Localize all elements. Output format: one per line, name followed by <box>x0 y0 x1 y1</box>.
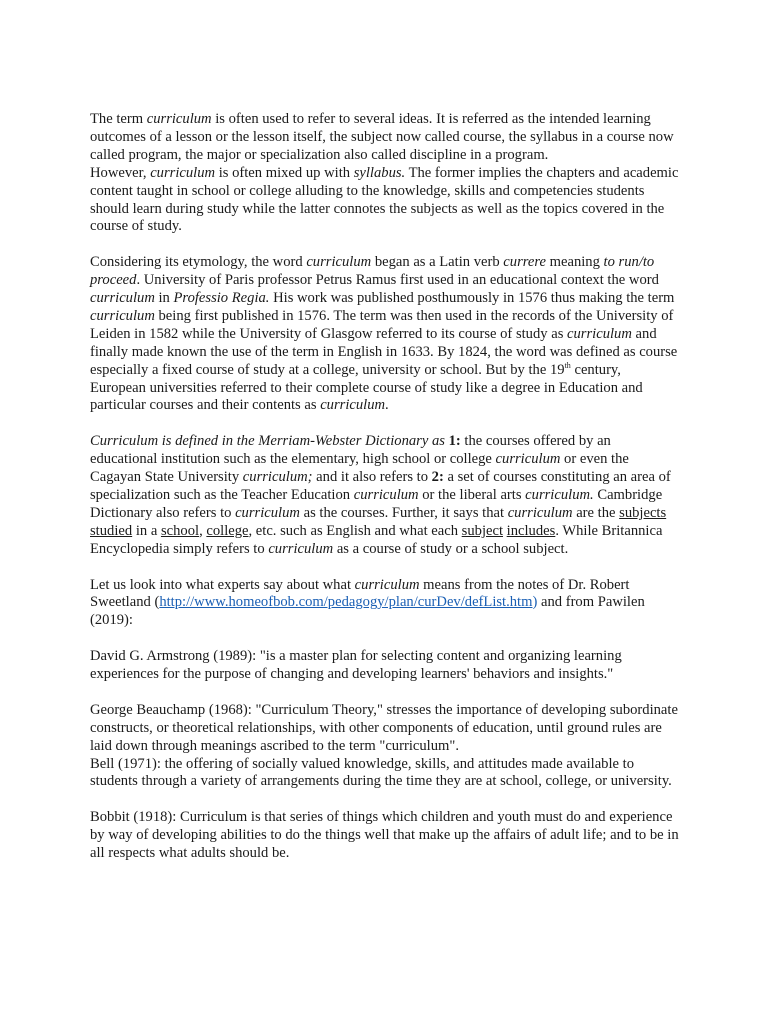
text-run: Let us look into what experts say about what <box>90 576 355 593</box>
text-run: Considering its etymology, the word <box>90 254 307 271</box>
paragraph-syllabus-distinction <box>90 165 680 237</box>
text-run: His work was published posthumously in 1576 thus making the term <box>269 290 675 307</box>
italic-term: curriculum <box>353 487 419 503</box>
italic-term: curriculum; <box>242 469 313 486</box>
document-page <box>90 111 680 863</box>
text-run: The term <box>90 111 147 127</box>
text-run: . University of Paris professor Petrus Ramus first used in an educational context the word <box>136 272 659 289</box>
italic-term: curriculum <box>235 504 300 521</box>
text-run: is often mixed up with <box>215 164 354 181</box>
text-run: as a course of study or a school subject. <box>333 540 569 557</box>
text-run: a set of courses constituting an area of specialization such as the Teacher Education <box>90 469 671 503</box>
bold-number: 2: <box>431 469 444 486</box>
text-run: the courses offered by an educational institution such as the elementary, high school or college <box>90 433 611 468</box>
italic-term: syllabus. <box>353 164 406 181</box>
text-run: began as a Latin verb <box>371 254 504 271</box>
text-run: being first published in 1576. The term was then used in the records of the University of Leiden in 1582 while the University of Glasgow referred to its course of study as <box>90 307 674 342</box>
italic-term: curriculum <box>306 254 372 271</box>
text-run: The former implies the chapters and academic content taught in school or college alluding to the knowledge, skills and competencies students should learn during study while the latter connotes the subjects as well as the topics covered in the course of study. <box>90 164 679 235</box>
italic-term: curriculum <box>90 290 155 307</box>
italic-term: curriculum <box>354 576 420 593</box>
underlined-word: subject <box>461 522 504 539</box>
text-run: and it also refers to <box>312 469 432 486</box>
underlined-word: includes <box>506 522 556 539</box>
underlined-word: studied <box>90 522 133 539</box>
paragraph-spacer <box>90 684 680 702</box>
text-run: ) <box>532 594 538 611</box>
italic-term: to run/to proceed <box>90 254 655 289</box>
text-run: and finally made known the use of the term in English in 1633. By 1824, the word was defined as course especially a fixed course of study at a college, university or school. But by the 19 <box>90 325 678 378</box>
paragraph-experts-intro <box>90 577 680 631</box>
paragraph-dictionary-definitions <box>90 433 680 558</box>
paragraph-spacer <box>90 791 680 809</box>
paragraph-bobbit: Bobbit (1918): Curriculum is that series of things which children and youth must do and experience by way of developing abilities to do the things well that make up the affairs of adult life; and to be in all respects what adults should be. <box>90 809 679 862</box>
italic-lead: Curriculum is defined in the Merriam-Webster Dictionary as <box>90 433 449 450</box>
underlined-word: college <box>206 522 249 539</box>
italic-term: curriculum <box>150 164 216 181</box>
superscript-ordinal: th <box>564 360 571 370</box>
underlined-word: subjects <box>619 504 667 521</box>
text-run: However, <box>90 164 151 181</box>
text-run: . While Britannica Encyclopedia simply refers to <box>90 522 663 557</box>
italic-term: curriculum <box>90 307 155 324</box>
paragraph-etymology <box>90 254 680 415</box>
text-run: as the courses. Further, it says that <box>299 504 508 521</box>
text-run: in a <box>132 522 161 539</box>
paragraph-spacer <box>90 236 680 254</box>
italic-term: currere <box>503 254 546 271</box>
text-run: meaning <box>545 254 604 271</box>
text-run: century, European universities referred to their complete course of study like a degree in Education and particular courses and their contents as <box>90 361 643 414</box>
text-run: or the liberal arts <box>418 487 526 503</box>
text-run: are the <box>572 504 620 521</box>
italic-term: curriculum <box>146 111 212 127</box>
bold-number: 1: <box>448 433 461 450</box>
paragraph-armstrong: David G. Armstrong (1989): "is a master plan for selecting content and organizing learning experiences for the purpose of changing and developing learners' behaviors and insights." <box>90 648 622 683</box>
italic-term: curriculum <box>268 540 334 557</box>
italic-title: Professio Regia. <box>173 290 270 307</box>
sweetland-link[interactable]: http://www.homeofbob.com/pedagogy/plan/curDev/defList.htm <box>159 594 533 611</box>
text-run: means from the notes of Dr. Robert Sweetland ( <box>90 576 630 611</box>
text-run: , etc. such as English and what each <box>248 522 462 539</box>
paragraph-spacer <box>90 415 680 433</box>
text-run: Cambridge Dictionary also refers to <box>90 487 663 521</box>
text-run: and from Pawilen (2019): <box>90 594 645 629</box>
paragraph-spacer <box>90 630 680 648</box>
italic-term: curriculum. <box>525 487 594 503</box>
paragraph-term-curriculum <box>90 111 680 165</box>
paragraph-bell: Bell (1971): the offering of socially valued knowledge, skills, and attitudes made available to students through a variety of arrangements during the time they are at school, college, or university. <box>90 755 672 790</box>
text-run: . <box>385 397 389 414</box>
italic-term: curriculum <box>507 504 573 521</box>
paragraph-beauchamp: George Beauchamp (1968): "Curriculum Theory," stresses the importance of developing subordinate constructs, or theoretical relationships, with other components of education, until ground rules are laid down through meanings ascribed to the term "curriculum". <box>90 701 678 754</box>
italic-term: curriculum <box>495 451 561 468</box>
paragraph-spacer <box>90 559 680 577</box>
text-run: or even the Cagayan State University <box>90 451 629 486</box>
text-run: in <box>154 290 174 307</box>
text-run: is often used to refer to several ideas. It is referred as the intended learning outcomes of a lesson or the lesson itself, the subject now called course, the syllabus in a course now called program, the major or specialization also called discipline in a program. <box>90 111 674 163</box>
italic-term: curriculum <box>567 325 632 342</box>
italic-term: curriculum <box>320 397 386 414</box>
text-run: , <box>199 522 207 539</box>
underlined-word: school <box>160 522 200 539</box>
